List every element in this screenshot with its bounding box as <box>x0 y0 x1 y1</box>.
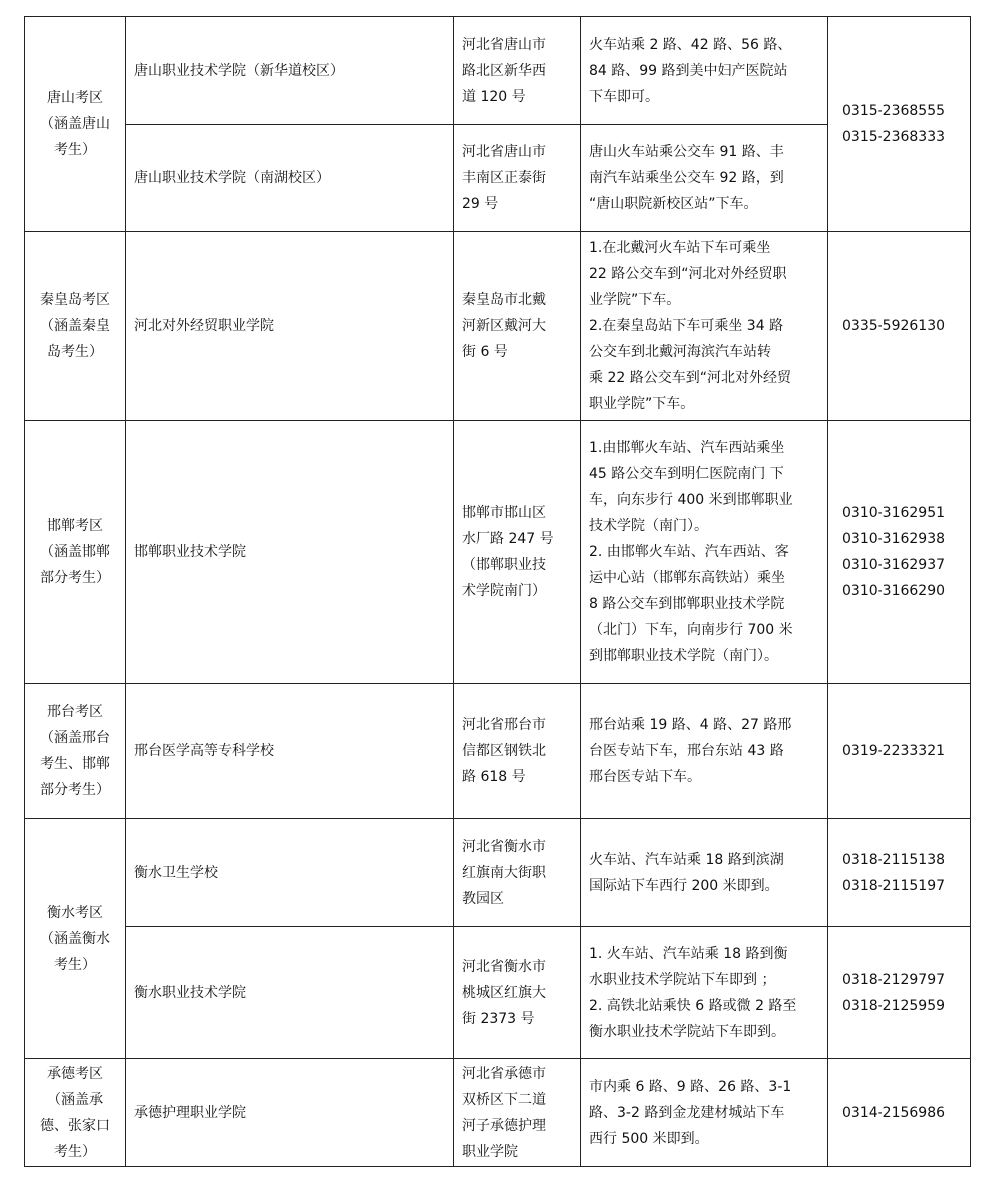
region-line: 衡水考区 <box>47 904 103 921</box>
route-line: 衡水职业技术学院站下车即到。 <box>589 1023 785 1040</box>
route-line: 乘 22 路公交车到“河北对外经贸 <box>589 370 791 386</box>
route-cell <box>581 927 828 1059</box>
address-line: 双桥区下二道 <box>462 1091 546 1108</box>
route-line: 1. 火车站、汽车站乘 18 路到衡 <box>589 945 788 962</box>
region-line: 考生） <box>54 1143 96 1160</box>
route-line: 职业学院”下车。 <box>589 396 695 412</box>
phone-number: 0335-5926130 <box>842 318 946 334</box>
phone-number: 0318-2125959 <box>842 997 946 1014</box>
address-line: 职业学院 <box>462 1143 518 1160</box>
address-line: 道 120 号 <box>462 88 526 105</box>
region-line: 部分考生） <box>40 782 110 798</box>
phone-number: 0315-2368555 <box>842 103 946 119</box>
region-cell <box>25 684 126 819</box>
address-cell <box>454 421 581 684</box>
school-cell: 唐山职业技术学院（新华道校区） <box>126 17 454 125</box>
school-cell: 邢台医学高等专科学校 <box>126 684 454 819</box>
route-line: 市内乘 6 路、9 路、26 路、3-1 <box>589 1078 792 1095</box>
route-line: 2. 高铁北站乘快 6 路或微 2 路至 <box>589 997 797 1014</box>
address-line: 教园区 <box>462 890 504 907</box>
region-line: 部分考生） <box>40 570 110 586</box>
route-line: 1.由邯郸火车站、汽车西站乘坐 <box>589 440 785 456</box>
address-line: 河子承德护理 <box>462 1117 546 1134</box>
route-line: 业学院”下车。 <box>589 292 681 308</box>
phone-cell <box>828 1059 971 1167</box>
route-cell <box>581 17 828 125</box>
region-cell <box>25 819 126 1059</box>
route-line: 车，向东步行 400 米到邯郸职业 <box>589 492 793 508</box>
region-line: （涵盖秦皇 <box>40 318 110 334</box>
route-line: 下车即可。 <box>589 88 659 105</box>
route-cell <box>581 232 828 421</box>
region-line: 邢台考区 <box>47 704 103 720</box>
region-line: 秦皇岛考区 <box>40 292 110 308</box>
phone-number: 0319-2233321 <box>842 743 946 759</box>
address-line: 河北省邢台市 <box>462 717 546 733</box>
route-line: 45 路公交车到明仁医院南门 下 <box>589 466 784 482</box>
address-line: 河北省唐山市 <box>462 36 546 53</box>
table-row <box>25 421 971 684</box>
phone-cell <box>828 684 971 819</box>
phone-cell <box>828 232 971 421</box>
school-cell: 唐山职业技术学院（南湖校区） <box>126 125 454 232</box>
address-line: （邯郸职业技 <box>462 557 546 573</box>
route-line: 2.在秦皇岛站下车可乘坐 34 路 <box>589 318 784 334</box>
region-cell <box>25 17 126 232</box>
route-line: 火车站乘 2 路、42 路、56 路、 <box>589 36 792 53</box>
route-cell <box>581 125 828 232</box>
region-line: （涵盖承 <box>47 1091 103 1108</box>
region-line: 岛考生） <box>47 344 103 360</box>
region-line: 承德考区 <box>47 1065 103 1082</box>
route-line: 84 路、99 路到美中妇产医院站 <box>589 62 788 79</box>
route-cell <box>581 421 828 684</box>
table-row <box>25 927 971 1059</box>
phone-number: 0315-2368333 <box>842 129 946 145</box>
route-cell <box>581 684 828 819</box>
route-line: 技术学院（南门）。 <box>589 518 708 534</box>
route-line: 公交车到北戴河海滨汽车站转 <box>589 344 771 360</box>
exam-site-table <box>24 16 971 1167</box>
address-line: 水厂路 247 号 <box>462 531 554 547</box>
region-line: （涵盖邯郸 <box>40 544 110 560</box>
region-line: （涵盖邢台 <box>40 730 110 746</box>
address-line: 河北省唐山市 <box>462 144 546 160</box>
address-line: 街 2373 号 <box>462 1010 535 1027</box>
address-line: 路北区新华西 <box>462 62 546 79</box>
route-line: 路、3-2 路到金龙建材城站下车 <box>589 1104 785 1121</box>
address-cell <box>454 1059 581 1167</box>
address-line: 秦皇岛市北戴 <box>462 292 546 308</box>
route-line: 国际站下车西行 200 米即到。 <box>589 877 779 894</box>
school-cell: 河北对外经贸职业学院 <box>126 232 454 421</box>
route-line: 1.在北戴河火车站下车可乘坐 <box>589 240 771 256</box>
address-line: 河新区戴河大 <box>462 318 546 334</box>
address-line: 红旗南大街职 <box>462 864 546 881</box>
table-row <box>25 819 971 927</box>
route-line: 8 路公交车到邯郸职业技术学院 <box>589 596 785 612</box>
address-line: 丰南区正泰街 <box>462 170 546 186</box>
address-cell <box>454 819 581 927</box>
region-line: 邯郸考区 <box>47 518 103 534</box>
region-line: （涵盖衡水 <box>40 930 110 947</box>
table-row <box>25 1059 971 1167</box>
route-line: 火车站、汽车站乘 18 路到滨湖 <box>589 851 784 868</box>
table-row <box>25 232 971 421</box>
route-line: 邢台站乘 19 路、4 路、27 路邢 <box>589 717 792 733</box>
phone-number: 0310-3162938 <box>842 531 946 547</box>
address-cell <box>454 684 581 819</box>
address-cell <box>454 927 581 1059</box>
phone-number: 0318-2115197 <box>842 877 946 894</box>
phone-number: 0318-2129797 <box>842 971 946 988</box>
address-line: 河北省衡水市 <box>462 958 546 975</box>
route-line: 运中心站（邯郸东高铁站）乘坐 <box>589 570 785 586</box>
address-cell <box>454 125 581 232</box>
route-line: 22 路公交车到“河北对外经贸职 <box>589 266 787 282</box>
address-line: 信都区钢铁北 <box>462 743 546 759</box>
route-line: 台医专站下车，邢台东站 43 路 <box>589 743 784 759</box>
route-line: 水职业技术学院站下车即到 ； <box>589 971 776 988</box>
school-cell: 承德护理职业学院 <box>126 1059 454 1167</box>
region-line: 德、张家口 <box>40 1117 110 1134</box>
region-cell <box>25 421 126 684</box>
phone-cell <box>828 17 971 232</box>
route-line: 唐山火车站乘公交车 91 路、丰 <box>589 144 784 160</box>
region-line: 唐山考区 <box>47 90 103 106</box>
address-line: 术学院南门） <box>462 583 546 599</box>
address-cell <box>454 17 581 125</box>
route-line: 南汽车站乘坐公交车 92 路，到 <box>589 170 784 186</box>
route-line: 到邯郸职业技术学院（南门）。 <box>589 648 778 664</box>
route-line: 邢台医专站下车。 <box>589 769 701 785</box>
address-line: 河北省承德市 <box>462 1065 546 1082</box>
address-line: 路 618 号 <box>462 769 526 785</box>
school-cell: 衡水职业技术学院 <box>126 927 454 1059</box>
phone-number: 0310-3162951 <box>842 505 946 521</box>
address-line: 河北省衡水市 <box>462 838 546 855</box>
phone-cell <box>828 819 971 927</box>
route-cell <box>581 819 828 927</box>
table-row <box>25 17 971 125</box>
region-line: （涵盖唐山 <box>40 116 110 132</box>
phone-number: 0314-2156986 <box>842 1104 946 1121</box>
address-line: 邯郸市邯山区 <box>462 505 546 521</box>
region-line: 考生） <box>54 142 96 158</box>
phone-number: 0310-3166290 <box>842 583 946 599</box>
phone-number: 0318-2115138 <box>842 851 946 868</box>
region-cell <box>25 1059 126 1167</box>
route-cell <box>581 1059 828 1167</box>
phone-cell <box>828 421 971 684</box>
route-line: “唐山职院新校区站”下车。 <box>589 196 758 212</box>
region-line: 考生、邯郸 <box>40 756 110 772</box>
address-cell <box>454 232 581 421</box>
school-cell: 衡水卫生学校 <box>126 819 454 927</box>
address-line: 29 号 <box>462 196 499 212</box>
route-line: 西行 500 米即到。 <box>589 1130 709 1147</box>
route-line: （北门）下车，向南步行 700 米 <box>589 622 793 638</box>
route-line: 2. 由邯郸火车站、汽车西站、客 <box>589 544 789 560</box>
address-line: 桃城区红旗大 <box>462 984 546 1001</box>
phone-cell <box>828 927 971 1059</box>
address-line: 街 6 号 <box>462 344 508 360</box>
phone-number: 0310-3162937 <box>842 557 946 573</box>
school-cell: 邯郸职业技术学院 <box>126 421 454 684</box>
region-cell <box>25 232 126 421</box>
region-line: 考生） <box>54 956 96 973</box>
table-row <box>25 684 971 819</box>
